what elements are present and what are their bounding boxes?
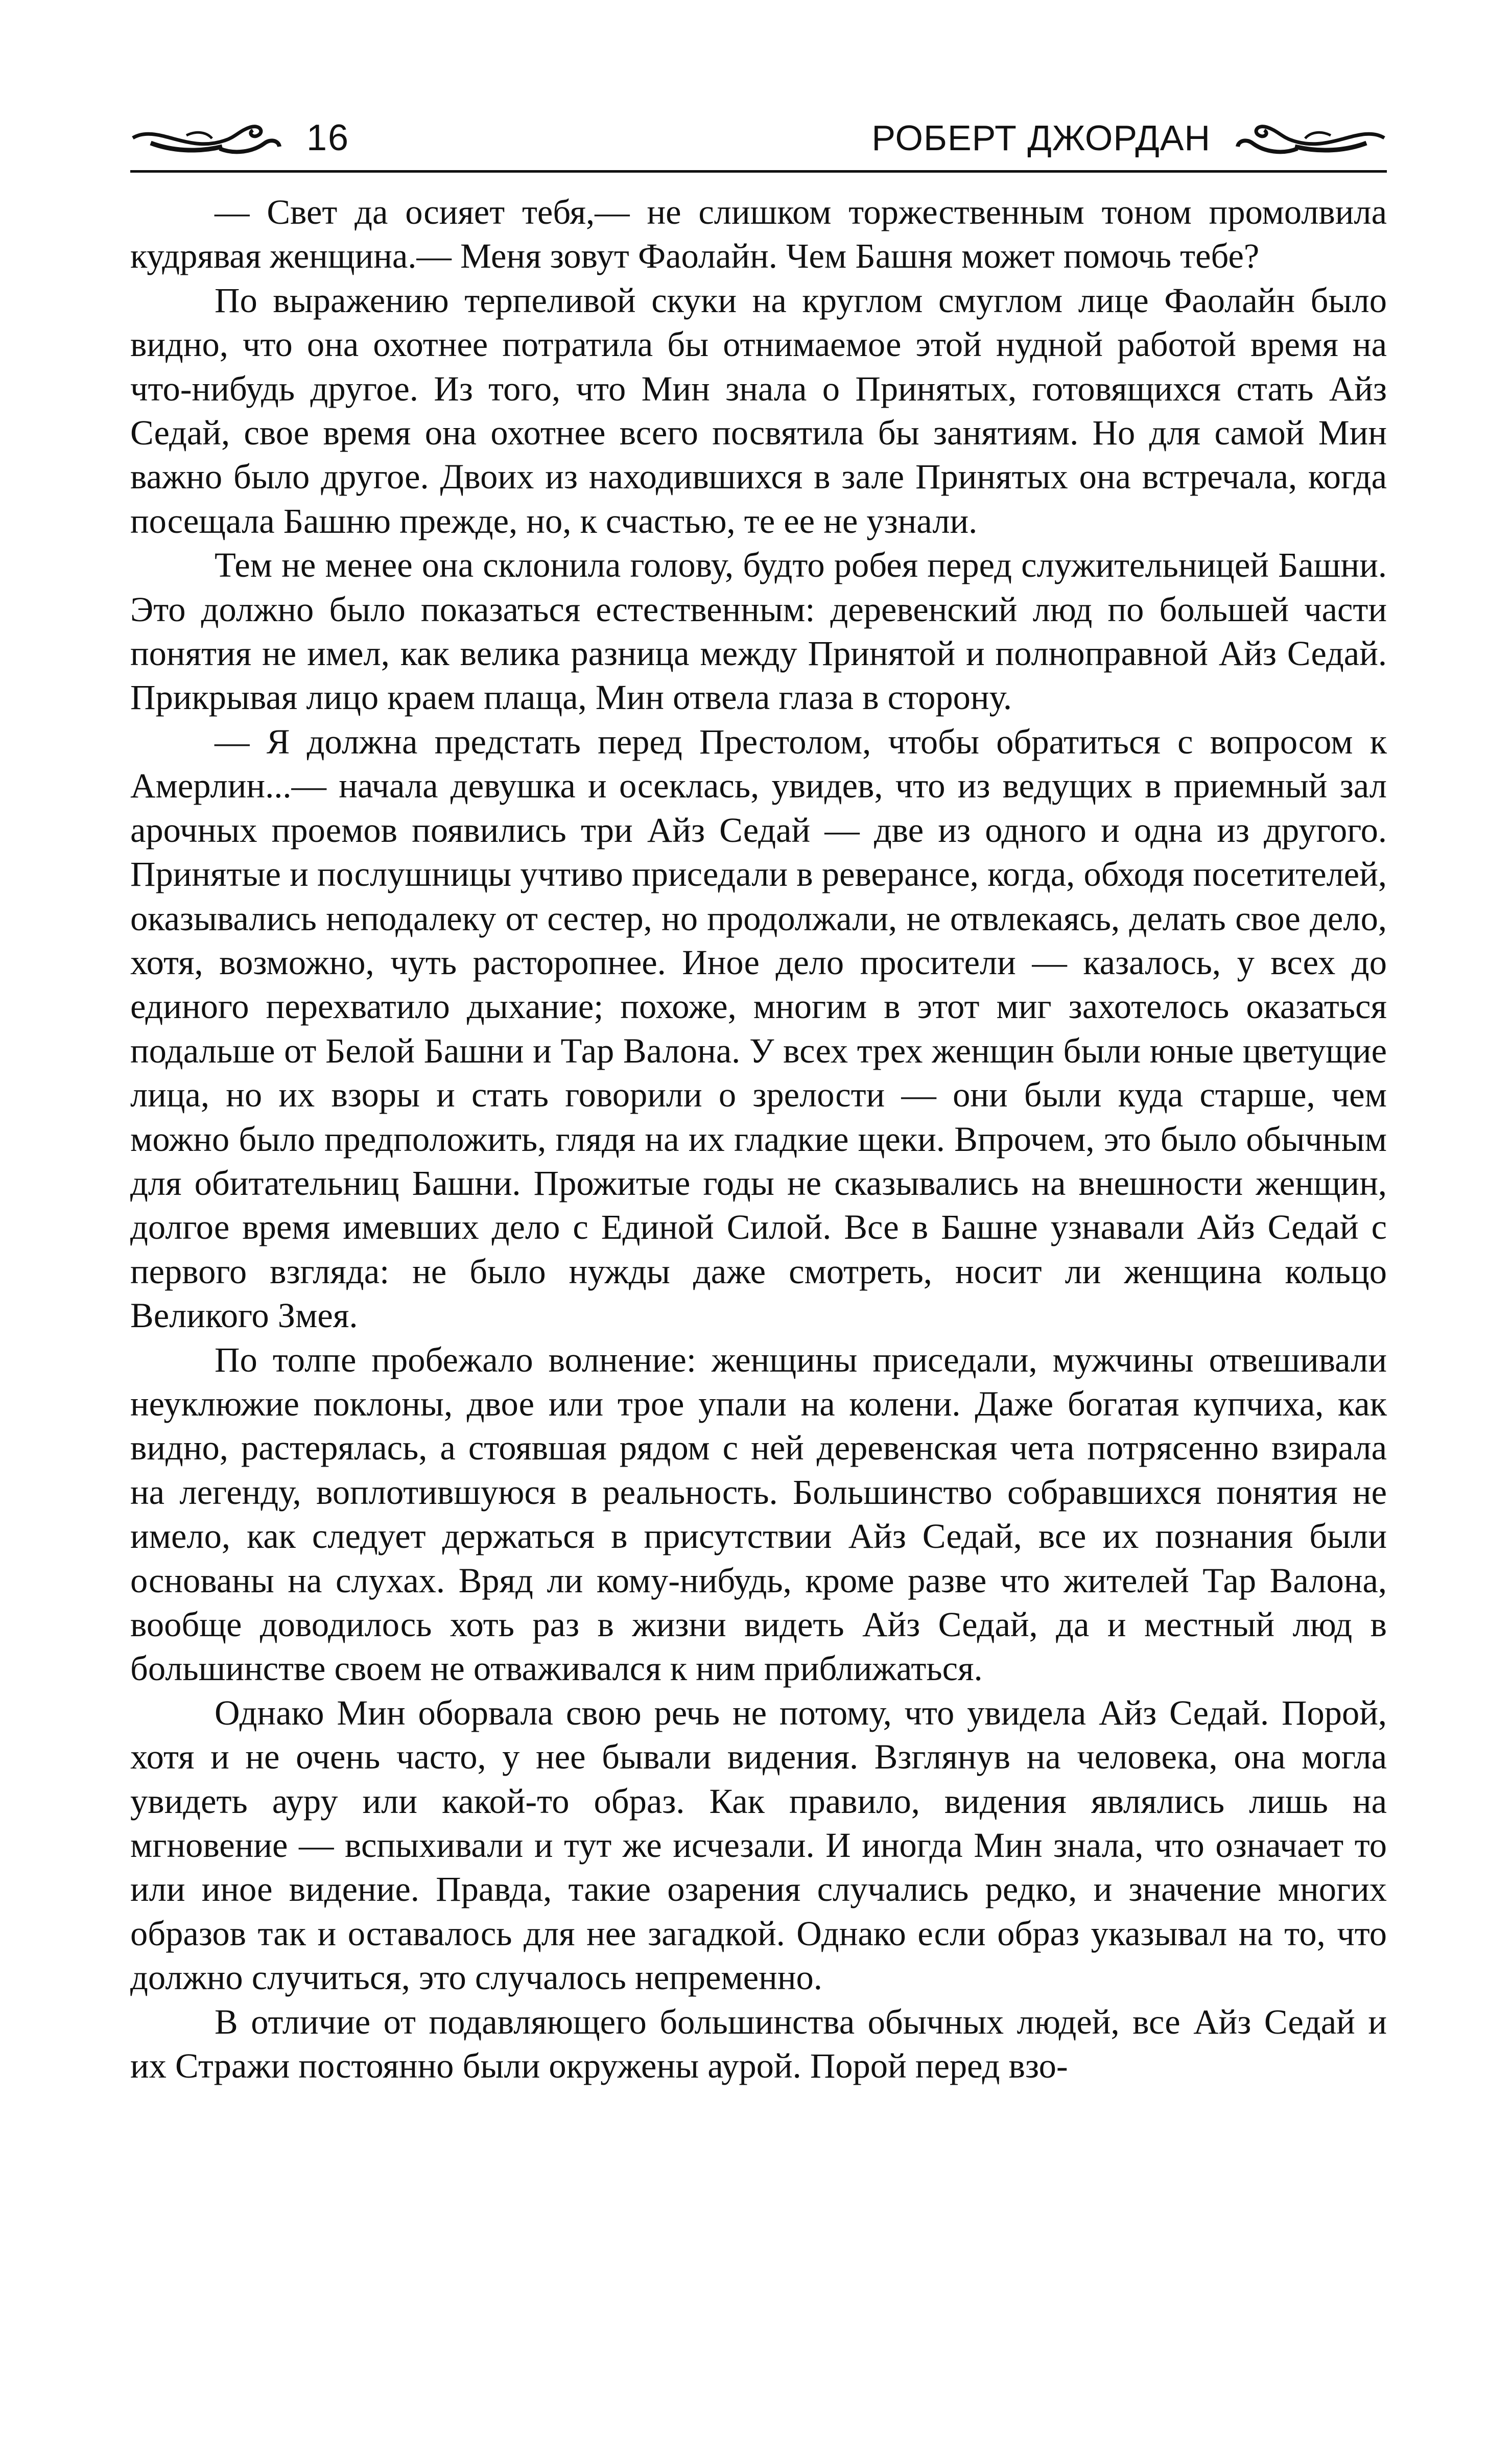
header-rule [130, 170, 1387, 173]
paragraph: Однако Мин оборвала свою речь не потому, что увидела Айз Седай. Порой, хотя и не очень часто, у нее бывали видения. Взглянув на человека, она могла увидеть ауру или какой-то образ. Как правило, видения являлись лишь на мгновение — вспыхивали и тут же исчезали. И иногда Мин знала, что означает то или иное видение. Правда, такие озарения случались редко, и значение многих образов так и оставалось для нее загадкой. Однако если образ указывал на то, что должно случиться, это случалось непременно. [130, 1693, 1387, 1997]
running-header [130, 107, 1387, 169]
book-page [130, 107, 1387, 2355]
running-head-author: РОБЕРТ ДЖОРДАН [871, 118, 1211, 158]
body-text [130, 190, 1387, 2088]
paragraph: Тем не менее она склонила голову, будто робея перед служительницей Башни. Это должно было показаться естественным: деревенский люд по большей части понятия не имел, как велика разница между Принятой и полноправной Айз Седай. Прикрывая лицо краем плаща, Мин отвела глаза в сторону. [130, 546, 1387, 717]
paragraph: По толпе пробежало волнение: женщины приседали, мужчины отвешивали неуклюжие поклоны, двое или трое упали на колени. Даже богатая купчиха, как видно, растерялась, а стоявшая рядом с ней деревенская чета потрясенно взирала на легенду, воплотившуюся в реальность. Большинство собравшихся понятия не имело, как следует держаться в присутствии Айз Седай, все их познания были основаны на слухах. Вряд ли кому-нибудь, кроме разве что жителей Тар Валона, вообще доводилось хоть раз в жизни видеть Айз Седай, да и местный люд в большинстве своем не отваживался к ним приближаться. [130, 1340, 1387, 1688]
page-number: 16 [306, 117, 350, 158]
left-scroll-flourish-icon [130, 115, 284, 161]
right-scroll-flourish-icon [1234, 115, 1387, 161]
paragraph: — Свет да осияет тебя,— не слишком торжественным тоном промолвила кудрявая женщина.— Меня зовут Фаолайн. Чем Башня может помочь тебе? [130, 193, 1387, 276]
paragraph: — Я должна предстать перед Престолом, чтобы обратиться с вопросом к Амерлин...— начала девушка и осеклась, увидев, что из ведущих в приемный зал арочных проемов появились три Айз Седай — две из одного и одна из другого. Принятые и послушницы учтиво приседали в реверансе, когда, обходя посетителей, оказывались неподалеку от сестер, но продолжали, не отвлекаясь, делать свое дело, хотя, возможно, чуть расторопнее. Иное дело просители — казалось, у всех до единого перехватило дыхание; похоже, многим в этот миг захотелось оказаться подальше от Белой Башни и Тар Валона. У всех трех женщин были юные цветущие лица, но их взоры и стать говорили о зрелости — они были куда старше, чем можно было предположить, глядя на их гладкие щеки. Впрочем, это было обычным для обитательниц Башни. Прожитые годы не сказывались на внешности женщин, долгое время имевших дело с Единой Силой. Все в Башне узнавали Айз Седай с первого взгляда: не было нужды даже смотреть, носит ли женщина кольцо Великого Змея. [130, 722, 1387, 1335]
paragraph: По выражению терпеливой скуки на круглом смуглом лице Фаолайн было видно, что она охотнее потратила бы отнимаемое этой нудной работой время на что-нибудь другое. Из того, что Мин знала о Принятых, готовящихся стать Айз Седай, свое время она охотнее всего посвятила бы занятиям. Но для самой Мин важно было другое. Двоих из находившихся в зале Принятых она встречала, когда посещала Башню прежде, но, к счастью, те ее не узнали. [130, 280, 1387, 540]
paragraph: В отличие от подавляющего большинства обычных людей, все Айз Седай и их Стражи постоянно были окружены аурой. Порой перед взо- [130, 2002, 1387, 2086]
